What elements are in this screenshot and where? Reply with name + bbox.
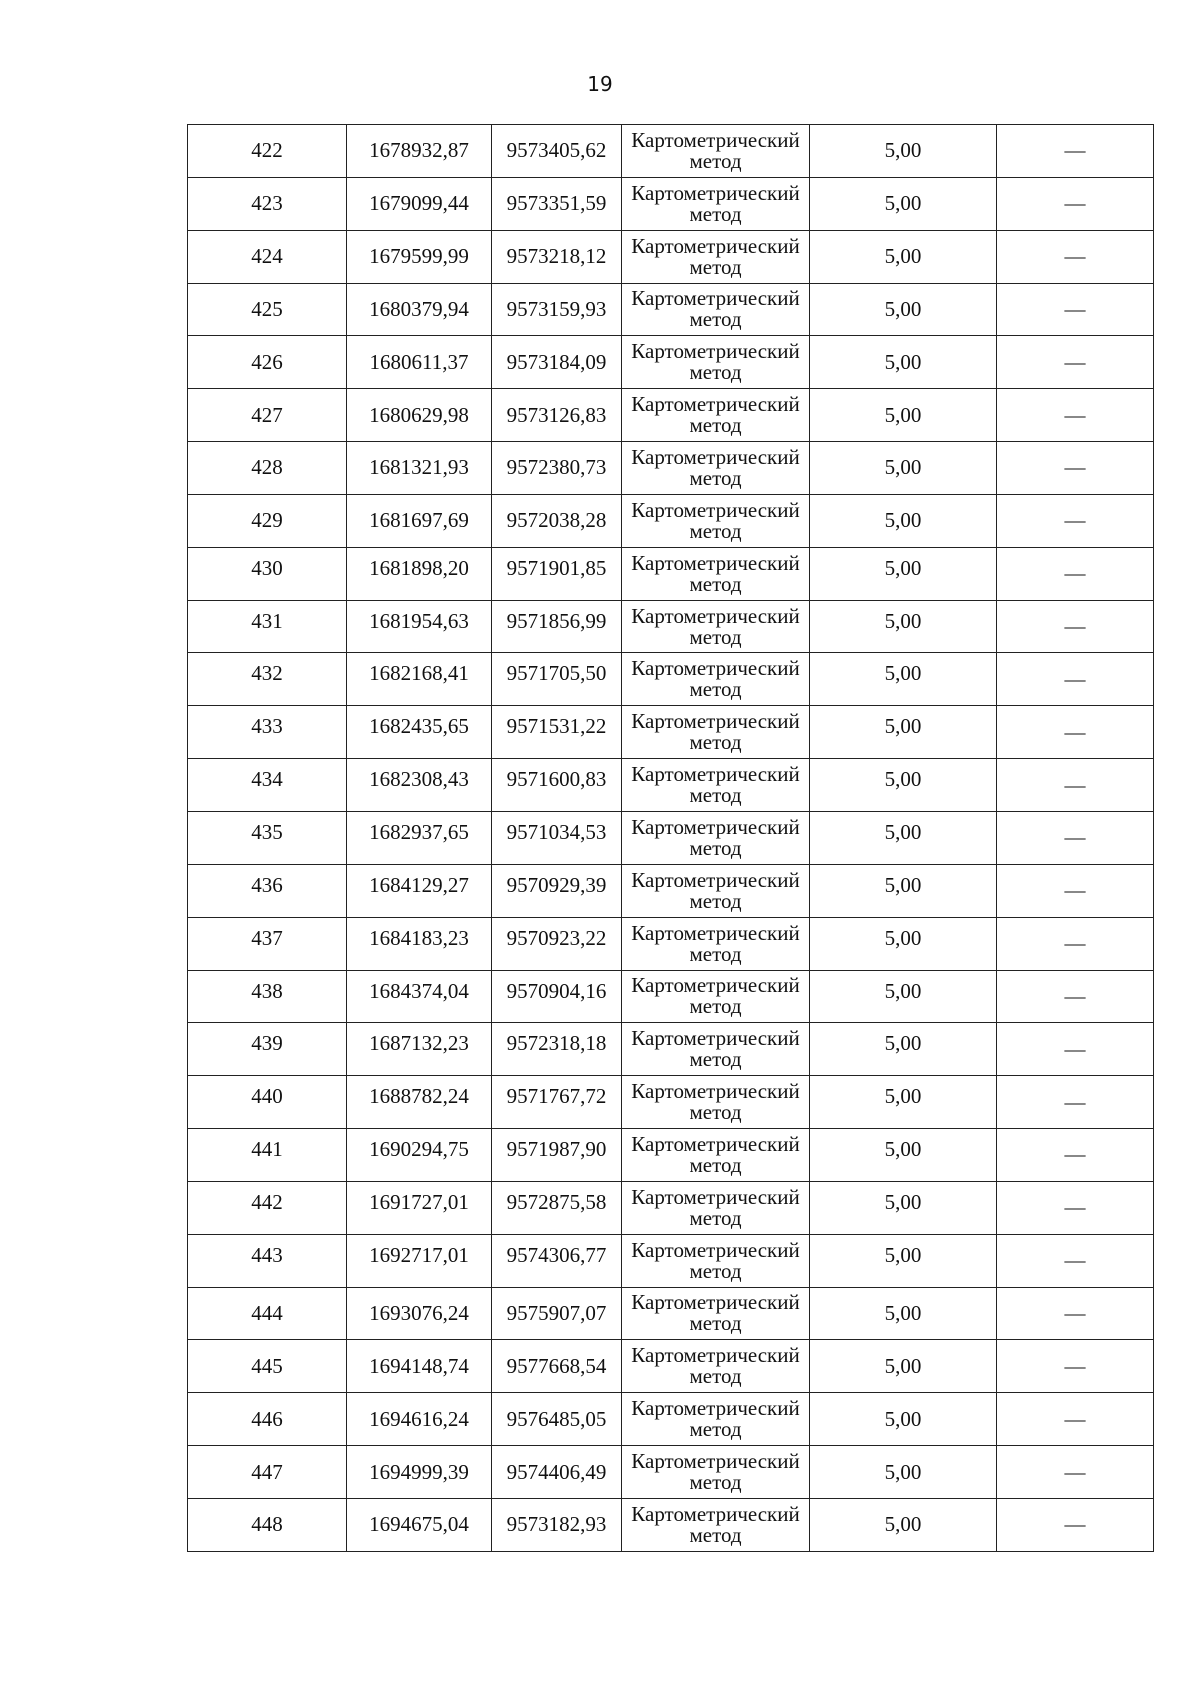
method-cell [622, 1234, 810, 1287]
accuracy-cell: 5,00 [810, 1393, 997, 1446]
y-coordinate-cell: 9571034,53 [492, 811, 622, 864]
accuracy-cell: 5,00 [810, 811, 997, 864]
point-number-cell: 424 [188, 230, 347, 283]
x-coordinate-cell: 1688782,24 [347, 1076, 492, 1129]
point-number-cell: 433 [188, 706, 347, 759]
y-coordinate-cell: 9570929,39 [492, 864, 622, 917]
method-cell [622, 230, 810, 283]
method-cell [622, 759, 810, 812]
description-cell: — [997, 759, 1154, 812]
table-row [188, 600, 1154, 653]
accuracy-cell: 5,00 [810, 1498, 997, 1551]
description-cell: — [997, 1076, 1154, 1129]
method-line-1: Картометрический [631, 1131, 800, 1156]
table-row [188, 970, 1154, 1023]
accuracy-cell: 5,00 [810, 283, 997, 336]
method-line-1: Картометрический [631, 550, 800, 575]
point-number-cell: 442 [188, 1181, 347, 1234]
y-coordinate-cell: 9575907,07 [492, 1287, 622, 1340]
description-cell: — [997, 547, 1154, 600]
point-number-cell: 440 [188, 1076, 347, 1129]
y-coordinate-cell: 9571987,90 [492, 1129, 622, 1182]
method-line-1: Картометрический [631, 1184, 800, 1209]
table-row [188, 1181, 1154, 1234]
accuracy-cell: 5,00 [810, 970, 997, 1023]
description-cell: — [997, 336, 1154, 389]
method-cell [622, 177, 810, 230]
accuracy-cell: 5,00 [810, 442, 997, 495]
accuracy-cell: 5,00 [810, 759, 997, 812]
x-coordinate-cell: 1680611,37 [347, 336, 492, 389]
x-coordinate-cell: 1682168,41 [347, 653, 492, 706]
x-coordinate-cell: 1694675,04 [347, 1498, 492, 1551]
y-coordinate-cell: 9572380,73 [492, 442, 622, 495]
method-line-1: Картометрический [631, 233, 800, 258]
table-row [188, 177, 1154, 230]
accuracy-cell: 5,00 [810, 600, 997, 653]
point-number-cell: 441 [188, 1129, 347, 1182]
accuracy-cell: 5,00 [810, 389, 997, 442]
accuracy-cell: 5,00 [810, 547, 997, 600]
x-coordinate-cell: 1682308,43 [347, 759, 492, 812]
method-cell [622, 1446, 810, 1499]
table-row [188, 1446, 1154, 1499]
method-cell [622, 917, 810, 970]
method-line-2: метод [689, 1522, 742, 1547]
x-coordinate-cell: 1681954,63 [347, 600, 492, 653]
x-coordinate-cell: 1690294,75 [347, 1129, 492, 1182]
y-coordinate-cell: 9573405,62 [492, 125, 622, 178]
method-line-2: метод [689, 307, 742, 332]
y-coordinate-cell: 9573351,59 [492, 177, 622, 230]
description-cell: — [997, 811, 1154, 864]
description-cell: — [997, 600, 1154, 653]
description-cell: — [997, 1234, 1154, 1287]
description-cell: — [997, 389, 1154, 442]
method-cell [622, 1498, 810, 1551]
y-coordinate-cell: 9573184,09 [492, 336, 622, 389]
accuracy-cell: 5,00 [810, 1076, 997, 1129]
method-line-1: Картометрический [631, 973, 800, 998]
method-line-1: Картометрический [631, 497, 800, 522]
accuracy-cell: 5,00 [810, 177, 997, 230]
table-row [188, 494, 1154, 547]
description-cell: — [997, 1498, 1154, 1551]
method-line-1: Картометрический [631, 1079, 800, 1104]
table-row [188, 336, 1154, 389]
description-cell: — [997, 1181, 1154, 1234]
table-row [188, 759, 1154, 812]
description-cell: — [997, 177, 1154, 230]
method-line-2: метод [689, 1311, 742, 1336]
method-line-1: Картометрический [631, 339, 800, 364]
x-coordinate-cell: 1680629,98 [347, 389, 492, 442]
method-line-1: Картометрический [631, 1343, 800, 1368]
table-row [188, 389, 1154, 442]
method-line-2: метод [689, 1470, 742, 1495]
table-row [188, 1498, 1154, 1551]
x-coordinate-cell: 1694616,24 [347, 1393, 492, 1446]
method-line-1: Картометрический [631, 814, 800, 839]
method-cell [622, 653, 810, 706]
method-cell [622, 547, 810, 600]
method-line-1: Картометрический [631, 1026, 800, 1051]
x-coordinate-cell: 1679099,44 [347, 177, 492, 230]
accuracy-cell: 5,00 [810, 917, 997, 970]
y-coordinate-cell: 9573182,93 [492, 1498, 622, 1551]
method-cell [622, 970, 810, 1023]
coordinates-table [187, 124, 1154, 1552]
y-coordinate-cell: 9572318,18 [492, 1023, 622, 1076]
method-line-2: метод [689, 1152, 742, 1177]
method-line-1: Картометрический [631, 603, 800, 628]
table-row [188, 230, 1154, 283]
method-cell [622, 1340, 810, 1393]
point-number-cell: 439 [188, 1023, 347, 1076]
description-cell: — [997, 1446, 1154, 1499]
accuracy-cell: 5,00 [810, 864, 997, 917]
method-line-1: Картометрический [631, 1237, 800, 1262]
method-line-1: Картометрический [631, 867, 800, 892]
y-coordinate-cell: 9571705,50 [492, 653, 622, 706]
x-coordinate-cell: 1694148,74 [347, 1340, 492, 1393]
x-coordinate-cell: 1680379,94 [347, 283, 492, 336]
description-cell: — [997, 917, 1154, 970]
method-line-1: Картометрический [631, 1449, 800, 1474]
method-line-2: метод [689, 148, 742, 173]
point-number-cell: 431 [188, 600, 347, 653]
method-line-2: метод [689, 201, 742, 226]
point-number-cell: 445 [188, 1340, 347, 1393]
description-cell: — [997, 653, 1154, 706]
accuracy-cell: 5,00 [810, 1287, 997, 1340]
y-coordinate-cell: 9573126,83 [492, 389, 622, 442]
method-cell [622, 442, 810, 495]
method-line-2: метод [689, 1417, 742, 1442]
table-row [188, 125, 1154, 178]
point-number-cell: 426 [188, 336, 347, 389]
accuracy-cell: 5,00 [810, 706, 997, 759]
x-coordinate-cell: 1682435,65 [347, 706, 492, 759]
x-coordinate-cell: 1693076,24 [347, 1287, 492, 1340]
y-coordinate-cell: 9570923,22 [492, 917, 622, 970]
table-row [188, 1393, 1154, 1446]
description-cell: — [997, 1287, 1154, 1340]
method-line-2: метод [689, 360, 742, 385]
y-coordinate-cell: 9574306,77 [492, 1234, 622, 1287]
x-coordinate-cell: 1694999,39 [347, 1446, 492, 1499]
x-coordinate-cell: 1687132,23 [347, 1023, 492, 1076]
description-cell: — [997, 283, 1154, 336]
method-line-1: Картометрический [631, 180, 800, 205]
accuracy-cell: 5,00 [810, 1181, 997, 1234]
point-number-cell: 430 [188, 547, 347, 600]
description-cell: — [997, 1393, 1154, 1446]
method-line-2: метод [689, 465, 742, 490]
method-cell [622, 864, 810, 917]
y-coordinate-cell: 9576485,05 [492, 1393, 622, 1446]
method-line-1: Картометрический [631, 762, 800, 787]
table-row [188, 1287, 1154, 1340]
point-number-cell: 443 [188, 1234, 347, 1287]
point-number-cell: 429 [188, 494, 347, 547]
table-row [188, 1076, 1154, 1129]
description-cell: — [997, 1023, 1154, 1076]
accuracy-cell: 5,00 [810, 1129, 997, 1182]
y-coordinate-cell: 9570904,16 [492, 970, 622, 1023]
point-number-cell: 432 [188, 653, 347, 706]
y-coordinate-cell: 9577668,54 [492, 1340, 622, 1393]
method-line-1: Картометрический [631, 392, 800, 417]
accuracy-cell: 5,00 [810, 494, 997, 547]
method-line-1: Картометрический [631, 1501, 800, 1526]
method-line-2: метод [689, 1100, 742, 1125]
description-cell: — [997, 230, 1154, 283]
method-cell [622, 283, 810, 336]
accuracy-cell: 5,00 [810, 230, 997, 283]
y-coordinate-cell: 9572875,58 [492, 1181, 622, 1234]
y-coordinate-cell: 9574406,49 [492, 1446, 622, 1499]
y-coordinate-cell: 9571531,22 [492, 706, 622, 759]
method-line-2: метод [689, 888, 742, 913]
table-row [188, 547, 1154, 600]
method-cell [622, 1023, 810, 1076]
point-number-cell: 428 [188, 442, 347, 495]
method-line-2: метод [689, 1364, 742, 1389]
method-line-2: метод [689, 835, 742, 860]
table-row [188, 283, 1154, 336]
x-coordinate-cell: 1681697,69 [347, 494, 492, 547]
x-coordinate-cell: 1681321,93 [347, 442, 492, 495]
table-row [188, 1340, 1154, 1393]
accuracy-cell: 5,00 [810, 125, 997, 178]
method-line-2: метод [689, 624, 742, 649]
x-coordinate-cell: 1691727,01 [347, 1181, 492, 1234]
method-line-1: Картометрический [631, 286, 800, 311]
method-line-1: Картометрический [631, 1290, 800, 1315]
method-cell [622, 1287, 810, 1340]
point-number-cell: 444 [188, 1287, 347, 1340]
x-coordinate-cell: 1692717,01 [347, 1234, 492, 1287]
point-number-cell: 438 [188, 970, 347, 1023]
method-line-1: Картометрический [631, 656, 800, 681]
method-cell [622, 811, 810, 864]
method-line-2: метод [689, 413, 742, 438]
method-cell [622, 494, 810, 547]
method-line-2: метод [689, 730, 742, 755]
coordinates-table-body [188, 125, 1154, 1552]
table-row [188, 653, 1154, 706]
method-line-2: метод [689, 1047, 742, 1072]
method-cell [622, 600, 810, 653]
description-cell: — [997, 1340, 1154, 1393]
method-line-2: метод [689, 1258, 742, 1283]
table-row [188, 1129, 1154, 1182]
point-number-cell: 425 [188, 283, 347, 336]
method-line-2: метод [689, 941, 742, 966]
table-row [188, 811, 1154, 864]
method-cell [622, 1393, 810, 1446]
method-cell [622, 125, 810, 178]
x-coordinate-cell: 1684374,04 [347, 970, 492, 1023]
description-cell: — [997, 970, 1154, 1023]
y-coordinate-cell: 9571901,85 [492, 547, 622, 600]
method-line-2: метод [689, 783, 742, 808]
method-line-2: метод [689, 254, 742, 279]
point-number-cell: 423 [188, 177, 347, 230]
method-line-2: метод [689, 994, 742, 1019]
description-cell: — [997, 442, 1154, 495]
method-line-2: метод [689, 571, 742, 596]
method-cell [622, 389, 810, 442]
method-line-1: Картометрический [631, 127, 800, 152]
method-line-1: Картометрический [631, 1396, 800, 1421]
point-number-cell: 437 [188, 917, 347, 970]
accuracy-cell: 5,00 [810, 1446, 997, 1499]
point-number-cell: 422 [188, 125, 347, 178]
table-row [188, 917, 1154, 970]
table-row [188, 706, 1154, 759]
description-cell: — [997, 1129, 1154, 1182]
point-number-cell: 434 [188, 759, 347, 812]
point-number-cell: 436 [188, 864, 347, 917]
x-coordinate-cell: 1678932,87 [347, 125, 492, 178]
table-row [188, 1234, 1154, 1287]
table-row [188, 864, 1154, 917]
method-line-1: Картометрический [631, 709, 800, 734]
description-cell: — [997, 494, 1154, 547]
method-cell [622, 1076, 810, 1129]
description-cell: — [997, 706, 1154, 759]
accuracy-cell: 5,00 [810, 1023, 997, 1076]
method-cell [622, 706, 810, 759]
y-coordinate-cell: 9571767,72 [492, 1076, 622, 1129]
x-coordinate-cell: 1684183,23 [347, 917, 492, 970]
point-number-cell: 427 [188, 389, 347, 442]
table-row [188, 442, 1154, 495]
x-coordinate-cell: 1679599,99 [347, 230, 492, 283]
point-number-cell: 435 [188, 811, 347, 864]
y-coordinate-cell: 9571600,83 [492, 759, 622, 812]
point-number-cell: 446 [188, 1393, 347, 1446]
y-coordinate-cell: 9572038,28 [492, 494, 622, 547]
y-coordinate-cell: 9571856,99 [492, 600, 622, 653]
x-coordinate-cell: 1684129,27 [347, 864, 492, 917]
y-coordinate-cell: 9573159,93 [492, 283, 622, 336]
x-coordinate-cell: 1682937,65 [347, 811, 492, 864]
method-cell [622, 1129, 810, 1182]
y-coordinate-cell: 9573218,12 [492, 230, 622, 283]
description-cell: — [997, 864, 1154, 917]
method-line-2: метод [689, 677, 742, 702]
method-line-1: Картометрический [631, 920, 800, 945]
method-line-2: метод [689, 1205, 742, 1230]
accuracy-cell: 5,00 [810, 653, 997, 706]
accuracy-cell: 5,00 [810, 1340, 997, 1393]
accuracy-cell: 5,00 [810, 336, 997, 389]
method-cell [622, 1181, 810, 1234]
point-number-cell: 448 [188, 1498, 347, 1551]
method-line-2: метод [689, 518, 742, 543]
table-row [188, 1023, 1154, 1076]
page-number: 19 [587, 72, 613, 96]
accuracy-cell: 5,00 [810, 1234, 997, 1287]
method-line-1: Картометрический [631, 444, 800, 469]
method-cell [622, 336, 810, 389]
point-number-cell: 447 [188, 1446, 347, 1499]
description-cell: — [997, 125, 1154, 178]
x-coordinate-cell: 1681898,20 [347, 547, 492, 600]
